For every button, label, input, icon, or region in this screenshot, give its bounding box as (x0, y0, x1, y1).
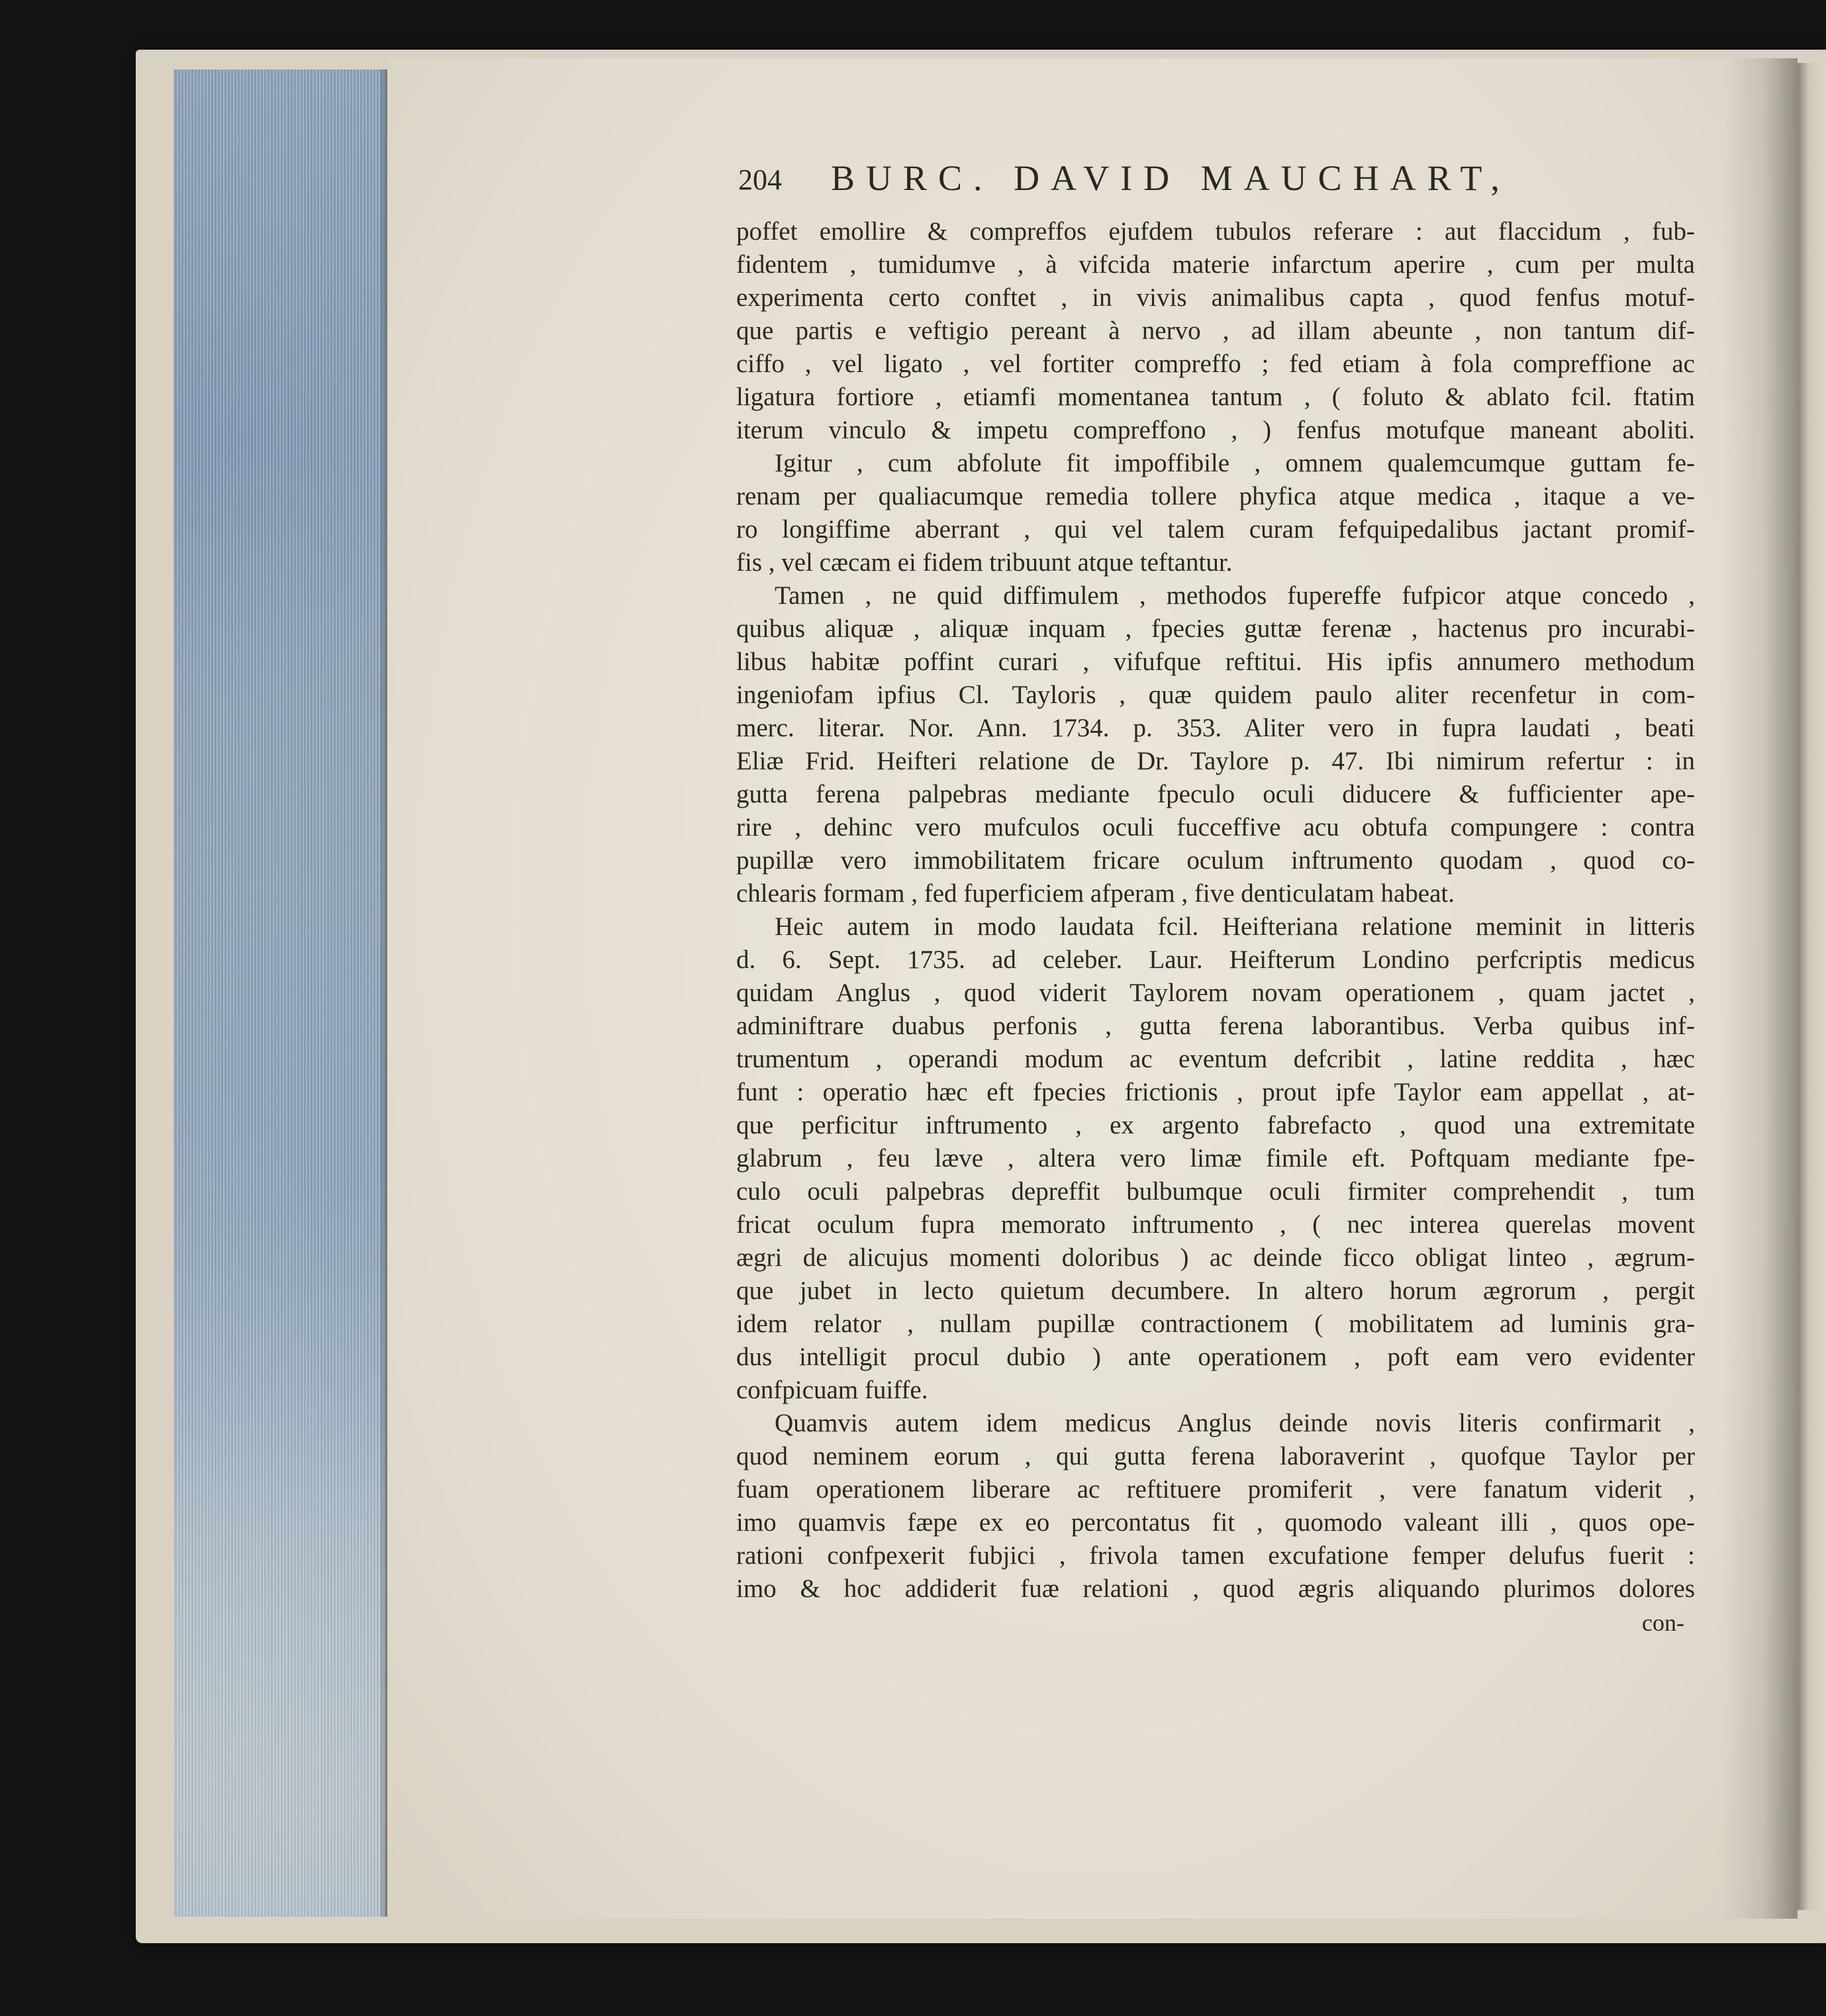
body-text (736, 215, 1695, 1606)
facing-page-edge (1798, 63, 1826, 1910)
text-line: d. 6. Sept. 1735. ad celeber. Laur. Heifterum Londino perfcriptis medicus (736, 945, 1695, 974)
text-line: iterum vinculo & impetu compreffono , ) fenfus motufque maneant aboliti. (736, 416, 1695, 444)
text-line: chlearis formam , fed fuperficiem afperam , five denticulatam habeat. (736, 879, 1455, 908)
text-line: ciffo , vel ligato , vel fortiter compreffo ; fed etiam à fola compreffione ac (736, 350, 1695, 378)
text-line: Heic autem in modo laudata fcil. Heifteriana relatione meminit in litteris (775, 912, 1695, 941)
text-line: pupillæ vero immobilitatem fricare oculum inftrumento quodam , quod co- (736, 846, 1695, 875)
text-line: experimenta certo conftet , in vivis animalibus capta , quod fenfus motuf- (736, 283, 1695, 312)
text-line: rire , dehinc vero mufculos oculi fucceffive acu obtufa compungere : contra (736, 813, 1695, 841)
text-line: quibus aliquæ , aliquæ inquam , fpecies guttæ ferenæ , hactenus pro incurabi- (736, 614, 1695, 643)
text-line: glabrum , feu læve , altera vero limæ fimile eft. Poftquam mediante fpe- (736, 1144, 1695, 1173)
text-line: ligatura fortiore , etiamfi momentanea tantum , ( foluto & ablato fcil. ftatim (736, 383, 1695, 411)
text-line: ingeniofam ipfius Cl. Tayloris , quæ quidem paulo aliter recenfetur in com- (736, 681, 1695, 709)
page-edges (173, 70, 387, 1917)
page-number: 204 (738, 164, 782, 196)
text-line: quidam Anglus , quod viderit Taylorem novam operationem , quam jactet , (736, 979, 1695, 1007)
text-line: renam per qualiacumque remedia tollere phyfica atque medica , itaque a ve- (736, 482, 1695, 510)
text-line: que perficitur inftrumento , ex argento fabrefacto , quod una extremitate (736, 1111, 1695, 1139)
text-line: ægri de alicujus momenti doloribus ) ac deinde ficco obligat linteo , ægrum- (736, 1243, 1695, 1272)
text-line: fricat oculum fupra memorato inftrumento , ( nec interea querelas movent (736, 1210, 1695, 1239)
text-line: fis , vel cæcam ei fidem tribuunt atque teftantur. (736, 548, 1233, 577)
text-line: ro longiffime aberrant , qui vel talem curam fefquipedalibus jactant promif- (736, 515, 1695, 544)
text-line: rationi confpexerit fubjici , frivola tamen excufatione femper delufus fuerit : (736, 1541, 1695, 1570)
text-line: Tamen , ne quid diffimulem , methodos fupereffe fufpicor atque concedo , (775, 581, 1695, 610)
text-line: funt : operatio hæc eft fpecies frictionis , prout ipfe Taylor eam appellat , at- (736, 1078, 1695, 1106)
text-line: quod neminem eorum , qui gutta ferena laboraverint , quofque Taylor per (736, 1442, 1695, 1470)
running-head (738, 158, 1692, 204)
text-line: libus habitæ poffint curari , vifufque reftitui. His ipfis annumero methodum (736, 648, 1695, 676)
text-line: merc. literar. Nor. Ann. 1734. p. 353. Aliter vero in fupra laudati , beati (736, 714, 1695, 742)
text-line: imo quamvis fæpe ex eo percontatus fit , quomodo valeant illi , quos ope- (736, 1508, 1695, 1537)
text-line: Igitur , cum abfolute fit impoffibile , omnem qualemcumque guttam fe- (775, 449, 1695, 477)
text-line: trumentum , operandi modum ac eventum defcribit , latine reddita , hæc (736, 1045, 1695, 1073)
text-line: que partis e veftigio pereant à nervo , ad illam abeunte , non tantum dif- (736, 316, 1695, 345)
text-line: imo & hoc addiderit fuæ relationi , quod ægris aliquando plurimos dolores (736, 1574, 1695, 1603)
text-line: que jubet in lecto quietum decumbere. In altero horum ægrorum , pergit (736, 1276, 1695, 1305)
text-line: gutta ferena palpebras mediante fpeculo oculi diducere & fufficienter ape- (736, 780, 1695, 808)
text-line: dus intelligit procul dubio ) ante operationem , poft eam vero evidenter (736, 1343, 1695, 1371)
text-line: Eliæ Frid. Heifteri relatione de Dr. Taylore p. 47. Ibi nimirum refertur : in (736, 747, 1695, 775)
catchword: con- (1642, 1609, 1684, 1636)
running-title: BURC. DAVID MAUCHART, (831, 158, 1511, 198)
text-line: fuam operationem liberare ac reftituere promiferit , vere fanatum viderit , (736, 1475, 1695, 1504)
text-line: idem relator , nullam pupillæ contractionem ( mobilitatem ad luminis gra- (736, 1310, 1695, 1338)
text-line: Quamvis autem idem medicus Anglus deinde novis literis confirmarit , (775, 1409, 1695, 1437)
text-line: poffet emollire & compreffos ejufdem tubulos referare : aut flaccidum , fub- (736, 217, 1695, 246)
text-line: adminiftrare duabus perfonis , gutta ferena laborantibus. Verba quibus inf- (736, 1012, 1695, 1040)
gutter-shadow (1721, 58, 1798, 1919)
text-line: culo oculi palpebras depreffit bulbumque oculi firmiter comprehendit , tum (736, 1177, 1695, 1206)
text-line: fidentem , tumidumve , à vifcida materie infarctum aperire , cum per multa (736, 250, 1695, 279)
text-line: confpicuam fuiffe. (736, 1376, 928, 1404)
